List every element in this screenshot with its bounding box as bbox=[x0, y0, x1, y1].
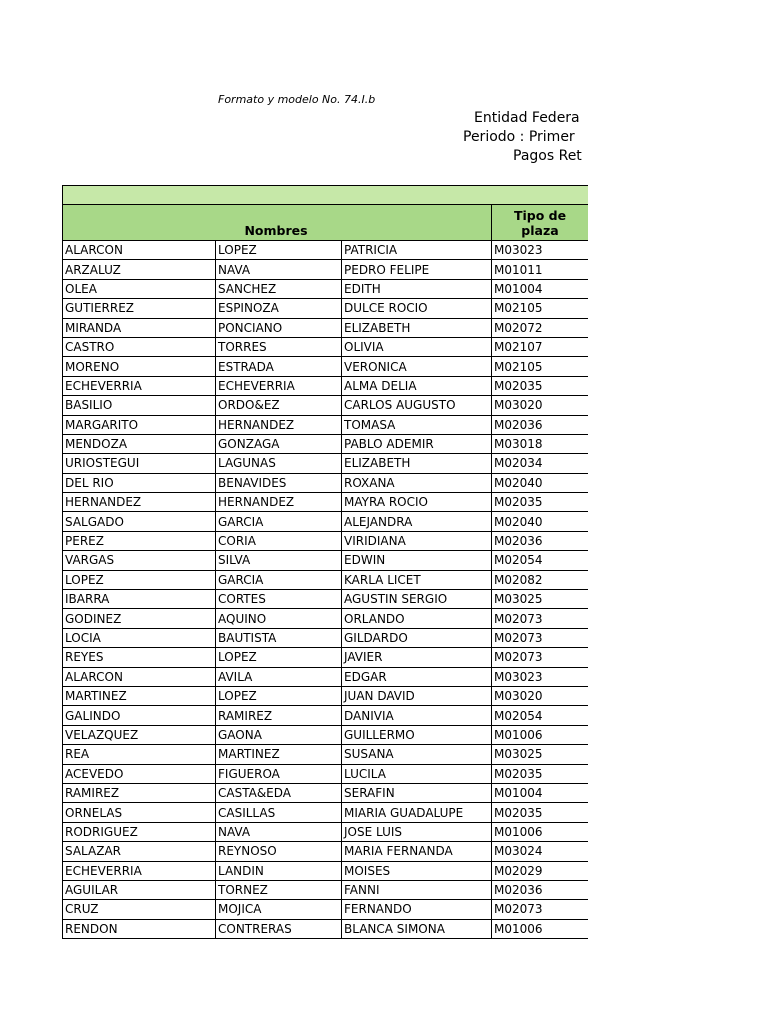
table-row bbox=[63, 473, 589, 492]
table-row bbox=[63, 260, 589, 279]
table-row bbox=[63, 686, 589, 705]
format-model-line: Formato y modelo No. 74.I.b bbox=[218, 93, 376, 106]
apellido-paterno-cell: RAMIREZ bbox=[63, 783, 216, 802]
nombre-cell: VERONICA bbox=[342, 357, 492, 376]
apellido-paterno-cell: VELAZQUEZ bbox=[63, 725, 216, 744]
apellido-materno-cell: GARCIA bbox=[216, 570, 342, 589]
tipo-plaza-cell: M02105 bbox=[492, 357, 589, 376]
apellido-paterno-cell: ALARCON bbox=[63, 667, 216, 686]
tipo-plaza-cell: M01004 bbox=[492, 783, 589, 802]
apellido-materno-cell: LAGUNAS bbox=[216, 454, 342, 473]
tipo-plaza-cell: M02040 bbox=[492, 512, 589, 531]
apellido-paterno-cell: RENDON bbox=[63, 919, 216, 938]
entity-title: Entidad Federa bbox=[474, 110, 580, 126]
apellido-paterno-cell: SALGADO bbox=[63, 512, 216, 531]
tipo-plaza-cell: M01004 bbox=[492, 279, 589, 298]
tipo-plaza-cell: M02105 bbox=[492, 299, 589, 318]
apellido-paterno-cell: BASILIO bbox=[63, 396, 216, 415]
apellido-materno-cell: CORIA bbox=[216, 531, 342, 550]
nombre-cell: MIARIA GUADALUPE bbox=[342, 803, 492, 822]
table-row bbox=[63, 570, 589, 589]
table-row bbox=[63, 648, 589, 667]
band-cell bbox=[63, 186, 589, 205]
nombre-cell: CARLOS AUGUSTO bbox=[342, 396, 492, 415]
apellido-paterno-cell: ECHEVERRIA bbox=[63, 376, 216, 395]
apellido-paterno-cell: MORENO bbox=[63, 357, 216, 376]
apellido-paterno-cell: GALINDO bbox=[63, 706, 216, 725]
tipo-plaza-cell: M02072 bbox=[492, 318, 589, 337]
nombre-cell: MARIA FERNANDA bbox=[342, 842, 492, 861]
tipo-plaza-cell: M02035 bbox=[492, 764, 589, 783]
table-row bbox=[63, 376, 589, 395]
tipo-plaza-cell: M02054 bbox=[492, 551, 589, 570]
tipo-plaza-cell: M01006 bbox=[492, 919, 589, 938]
tipo-plaza-cell: M02029 bbox=[492, 861, 589, 880]
tipo-plaza-cell: M02035 bbox=[492, 493, 589, 512]
apellido-paterno-cell: IBARRA bbox=[63, 590, 216, 609]
tipo-plaza-cell: M03025 bbox=[492, 590, 589, 609]
apellido-materno-cell: BAUTISTA bbox=[216, 628, 342, 647]
nombre-cell: GILDARDO bbox=[342, 628, 492, 647]
tipo-plaza-cell: M01006 bbox=[492, 822, 589, 841]
apellido-paterno-cell: CASTRO bbox=[63, 337, 216, 356]
nombre-cell: MAYRA ROCIO bbox=[342, 493, 492, 512]
table-row bbox=[63, 745, 589, 764]
table-body bbox=[63, 241, 589, 939]
table-row bbox=[63, 318, 589, 337]
tipo-plaza-cell: M03023 bbox=[492, 241, 589, 260]
nombre-cell: LUCILA bbox=[342, 764, 492, 783]
nombre-cell: PEDRO FELIPE bbox=[342, 260, 492, 279]
table-row bbox=[63, 880, 589, 899]
apellido-materno-cell: NAVA bbox=[216, 260, 342, 279]
apellido-paterno-cell: ECHEVERRIA bbox=[63, 861, 216, 880]
nombre-cell: SERAFIN bbox=[342, 783, 492, 802]
spreadsheet-area bbox=[62, 185, 588, 940]
tipo-plaza-cell: M03024 bbox=[492, 842, 589, 861]
tipo-plaza-cell: M02036 bbox=[492, 415, 589, 434]
table-row bbox=[63, 609, 589, 628]
nombre-cell: MOISES bbox=[342, 861, 492, 880]
table-row bbox=[63, 628, 589, 647]
tipo-plaza-cell: M02073 bbox=[492, 900, 589, 919]
apellido-paterno-cell: VARGAS bbox=[63, 551, 216, 570]
apellido-materno-cell: TORRES bbox=[216, 337, 342, 356]
nombre-cell: KARLA LICET bbox=[342, 570, 492, 589]
apellido-materno-cell: LOPEZ bbox=[216, 648, 342, 667]
table-row bbox=[63, 706, 589, 725]
apellido-paterno-cell: GODINEZ bbox=[63, 609, 216, 628]
payroll-table bbox=[62, 185, 588, 939]
apellido-paterno-cell: SALAZAR bbox=[63, 842, 216, 861]
table-row bbox=[63, 357, 589, 376]
nombre-cell: TOMASA bbox=[342, 415, 492, 434]
table-row bbox=[63, 337, 589, 356]
table-row bbox=[63, 667, 589, 686]
table-row bbox=[63, 415, 589, 434]
apellido-paterno-cell: REYES bbox=[63, 648, 216, 667]
apellido-materno-cell: AVILA bbox=[216, 667, 342, 686]
nombre-cell: JUAN DAVID bbox=[342, 686, 492, 705]
payments-title: Pagos Ret bbox=[513, 148, 582, 164]
apellido-paterno-cell: REA bbox=[63, 745, 216, 764]
apellido-paterno-cell: ARZALUZ bbox=[63, 260, 216, 279]
apellido-materno-cell: CASTA&EDA bbox=[216, 783, 342, 802]
nombre-cell: FANNI bbox=[342, 880, 492, 899]
period-title: Periodo : Primer bbox=[463, 129, 575, 145]
nombre-cell: FERNANDO bbox=[342, 900, 492, 919]
nombre-cell: ELIZABETH bbox=[342, 318, 492, 337]
apellido-materno-cell: SILVA bbox=[216, 551, 342, 570]
apellido-materno-cell: BENAVIDES bbox=[216, 473, 342, 492]
table-row bbox=[63, 299, 589, 318]
table-row bbox=[63, 842, 589, 861]
table-row bbox=[63, 725, 589, 744]
nombre-cell: DANIVIA bbox=[342, 706, 492, 725]
table-row bbox=[63, 454, 589, 473]
apellido-materno-cell: LOPEZ bbox=[216, 686, 342, 705]
apellido-paterno-cell: MARGARITO bbox=[63, 415, 216, 434]
tipo-plaza-cell: M02035 bbox=[492, 803, 589, 822]
apellido-paterno-cell: GUTIERREZ bbox=[63, 299, 216, 318]
table-row bbox=[63, 531, 589, 550]
apellido-materno-cell: LANDIN bbox=[216, 861, 342, 880]
tipo-plaza-cell: M03023 bbox=[492, 667, 589, 686]
nombre-cell: ORLANDO bbox=[342, 609, 492, 628]
nombre-cell: ROXANA bbox=[342, 473, 492, 492]
nombre-cell: OLIVIA bbox=[342, 337, 492, 356]
apellido-materno-cell: NAVA bbox=[216, 822, 342, 841]
table-row bbox=[63, 241, 589, 260]
tipo-plaza-cell: M02082 bbox=[492, 570, 589, 589]
tipo-plaza-cell: M01006 bbox=[492, 725, 589, 744]
table-row bbox=[63, 551, 589, 570]
nombre-cell: GUILLERMO bbox=[342, 725, 492, 744]
apellido-materno-cell: RAMIREZ bbox=[216, 706, 342, 725]
nombre-cell: SUSANA bbox=[342, 745, 492, 764]
header-nombres: Nombres bbox=[63, 205, 492, 241]
tipo-plaza-cell: M02034 bbox=[492, 454, 589, 473]
apellido-materno-cell: MOJICA bbox=[216, 900, 342, 919]
nombre-cell: EDWIN bbox=[342, 551, 492, 570]
table-row bbox=[63, 396, 589, 415]
table-header-row bbox=[63, 205, 589, 241]
nombre-cell: ALEJANDRA bbox=[342, 512, 492, 531]
apellido-materno-cell: ESPINOZA bbox=[216, 299, 342, 318]
apellido-paterno-cell: ACEVEDO bbox=[63, 764, 216, 783]
tipo-plaza-cell: M02107 bbox=[492, 337, 589, 356]
apellido-materno-cell: AQUINO bbox=[216, 609, 342, 628]
apellido-materno-cell: TORNEZ bbox=[216, 880, 342, 899]
apellido-paterno-cell: PEREZ bbox=[63, 531, 216, 550]
apellido-materno-cell: GARCIA bbox=[216, 512, 342, 531]
nombre-cell: EDGAR bbox=[342, 667, 492, 686]
nombre-cell: JOSE LUIS bbox=[342, 822, 492, 841]
table-row bbox=[63, 803, 589, 822]
tipo-plaza-cell: M02054 bbox=[492, 706, 589, 725]
apellido-paterno-cell: URIOSTEGUI bbox=[63, 454, 216, 473]
apellido-paterno-cell: AGUILAR bbox=[63, 880, 216, 899]
nombre-cell: VIRIDIANA bbox=[342, 531, 492, 550]
table-row bbox=[63, 279, 589, 298]
apellido-materno-cell: REYNOSO bbox=[216, 842, 342, 861]
table-row bbox=[63, 764, 589, 783]
table-row bbox=[63, 590, 589, 609]
tipo-plaza-cell: M02035 bbox=[492, 376, 589, 395]
apellido-materno-cell: LOPEZ bbox=[216, 241, 342, 260]
apellido-paterno-cell: LOPEZ bbox=[63, 570, 216, 589]
tipo-plaza-cell: M02040 bbox=[492, 473, 589, 492]
apellido-paterno-cell: OLEA bbox=[63, 279, 216, 298]
tipo-plaza-cell: M02036 bbox=[492, 531, 589, 550]
nombre-cell: AGUSTIN SERGIO bbox=[342, 590, 492, 609]
apellido-materno-cell: GONZAGA bbox=[216, 434, 342, 453]
tipo-plaza-cell: M03025 bbox=[492, 745, 589, 764]
apellido-materno-cell: SANCHEZ bbox=[216, 279, 342, 298]
apellido-paterno-cell: MIRANDA bbox=[63, 318, 216, 337]
apellido-paterno-cell: MENDOZA bbox=[63, 434, 216, 453]
apellido-materno-cell: HERNANDEZ bbox=[216, 415, 342, 434]
nombre-cell: DULCE ROCIO bbox=[342, 299, 492, 318]
apellido-materno-cell: MARTINEZ bbox=[216, 745, 342, 764]
nombre-cell: ALMA DELIA bbox=[342, 376, 492, 395]
table-row bbox=[63, 919, 589, 938]
apellido-paterno-cell: ORNELAS bbox=[63, 803, 216, 822]
tipo-plaza-cell: M01011 bbox=[492, 260, 589, 279]
apellido-materno-cell: CORTES bbox=[216, 590, 342, 609]
table-row bbox=[63, 512, 589, 531]
apellido-paterno-cell: HERNANDEZ bbox=[63, 493, 216, 512]
nombre-cell: ELIZABETH bbox=[342, 454, 492, 473]
apellido-materno-cell: ORDO&EZ bbox=[216, 396, 342, 415]
apellido-materno-cell: ESTRADA bbox=[216, 357, 342, 376]
table-row bbox=[63, 493, 589, 512]
apellido-materno-cell: PONCIANO bbox=[216, 318, 342, 337]
nombre-cell: BLANCA SIMONA bbox=[342, 919, 492, 938]
tipo-plaza-cell: M02036 bbox=[492, 880, 589, 899]
apellido-materno-cell: HERNANDEZ bbox=[216, 493, 342, 512]
tipo-plaza-cell: M02073 bbox=[492, 628, 589, 647]
apellido-paterno-cell: RODRIGUEZ bbox=[63, 822, 216, 841]
nombre-cell: PATRICIA bbox=[342, 241, 492, 260]
nombre-cell: PABLO ADEMIR bbox=[342, 434, 492, 453]
table-row bbox=[63, 783, 589, 802]
apellido-materno-cell: GAONA bbox=[216, 725, 342, 744]
apellido-materno-cell: FIGUEROA bbox=[216, 764, 342, 783]
table-band-row bbox=[63, 186, 589, 205]
table-row bbox=[63, 861, 589, 880]
table-row bbox=[63, 900, 589, 919]
apellido-paterno-cell: MARTINEZ bbox=[63, 686, 216, 705]
apellido-paterno-cell: ALARCON bbox=[63, 241, 216, 260]
apellido-materno-cell: ECHEVERRIA bbox=[216, 376, 342, 395]
apellido-paterno-cell: CRUZ bbox=[63, 900, 216, 919]
tipo-plaza-cell: M03018 bbox=[492, 434, 589, 453]
tipo-plaza-cell: M03020 bbox=[492, 686, 589, 705]
apellido-materno-cell: CONTRERAS bbox=[216, 919, 342, 938]
header-tipo-plaza: Tipo de plaza bbox=[492, 205, 589, 241]
table-row bbox=[63, 434, 589, 453]
tipo-plaza-cell: M03020 bbox=[492, 396, 589, 415]
tipo-plaza-cell: M02073 bbox=[492, 609, 589, 628]
apellido-paterno-cell: DEL RIO bbox=[63, 473, 216, 492]
table-row bbox=[63, 822, 589, 841]
nombre-cell: JAVIER bbox=[342, 648, 492, 667]
tipo-plaza-cell: M02073 bbox=[492, 648, 589, 667]
nombre-cell: EDITH bbox=[342, 279, 492, 298]
apellido-paterno-cell: LOCIA bbox=[63, 628, 216, 647]
apellido-materno-cell: CASILLAS bbox=[216, 803, 342, 822]
